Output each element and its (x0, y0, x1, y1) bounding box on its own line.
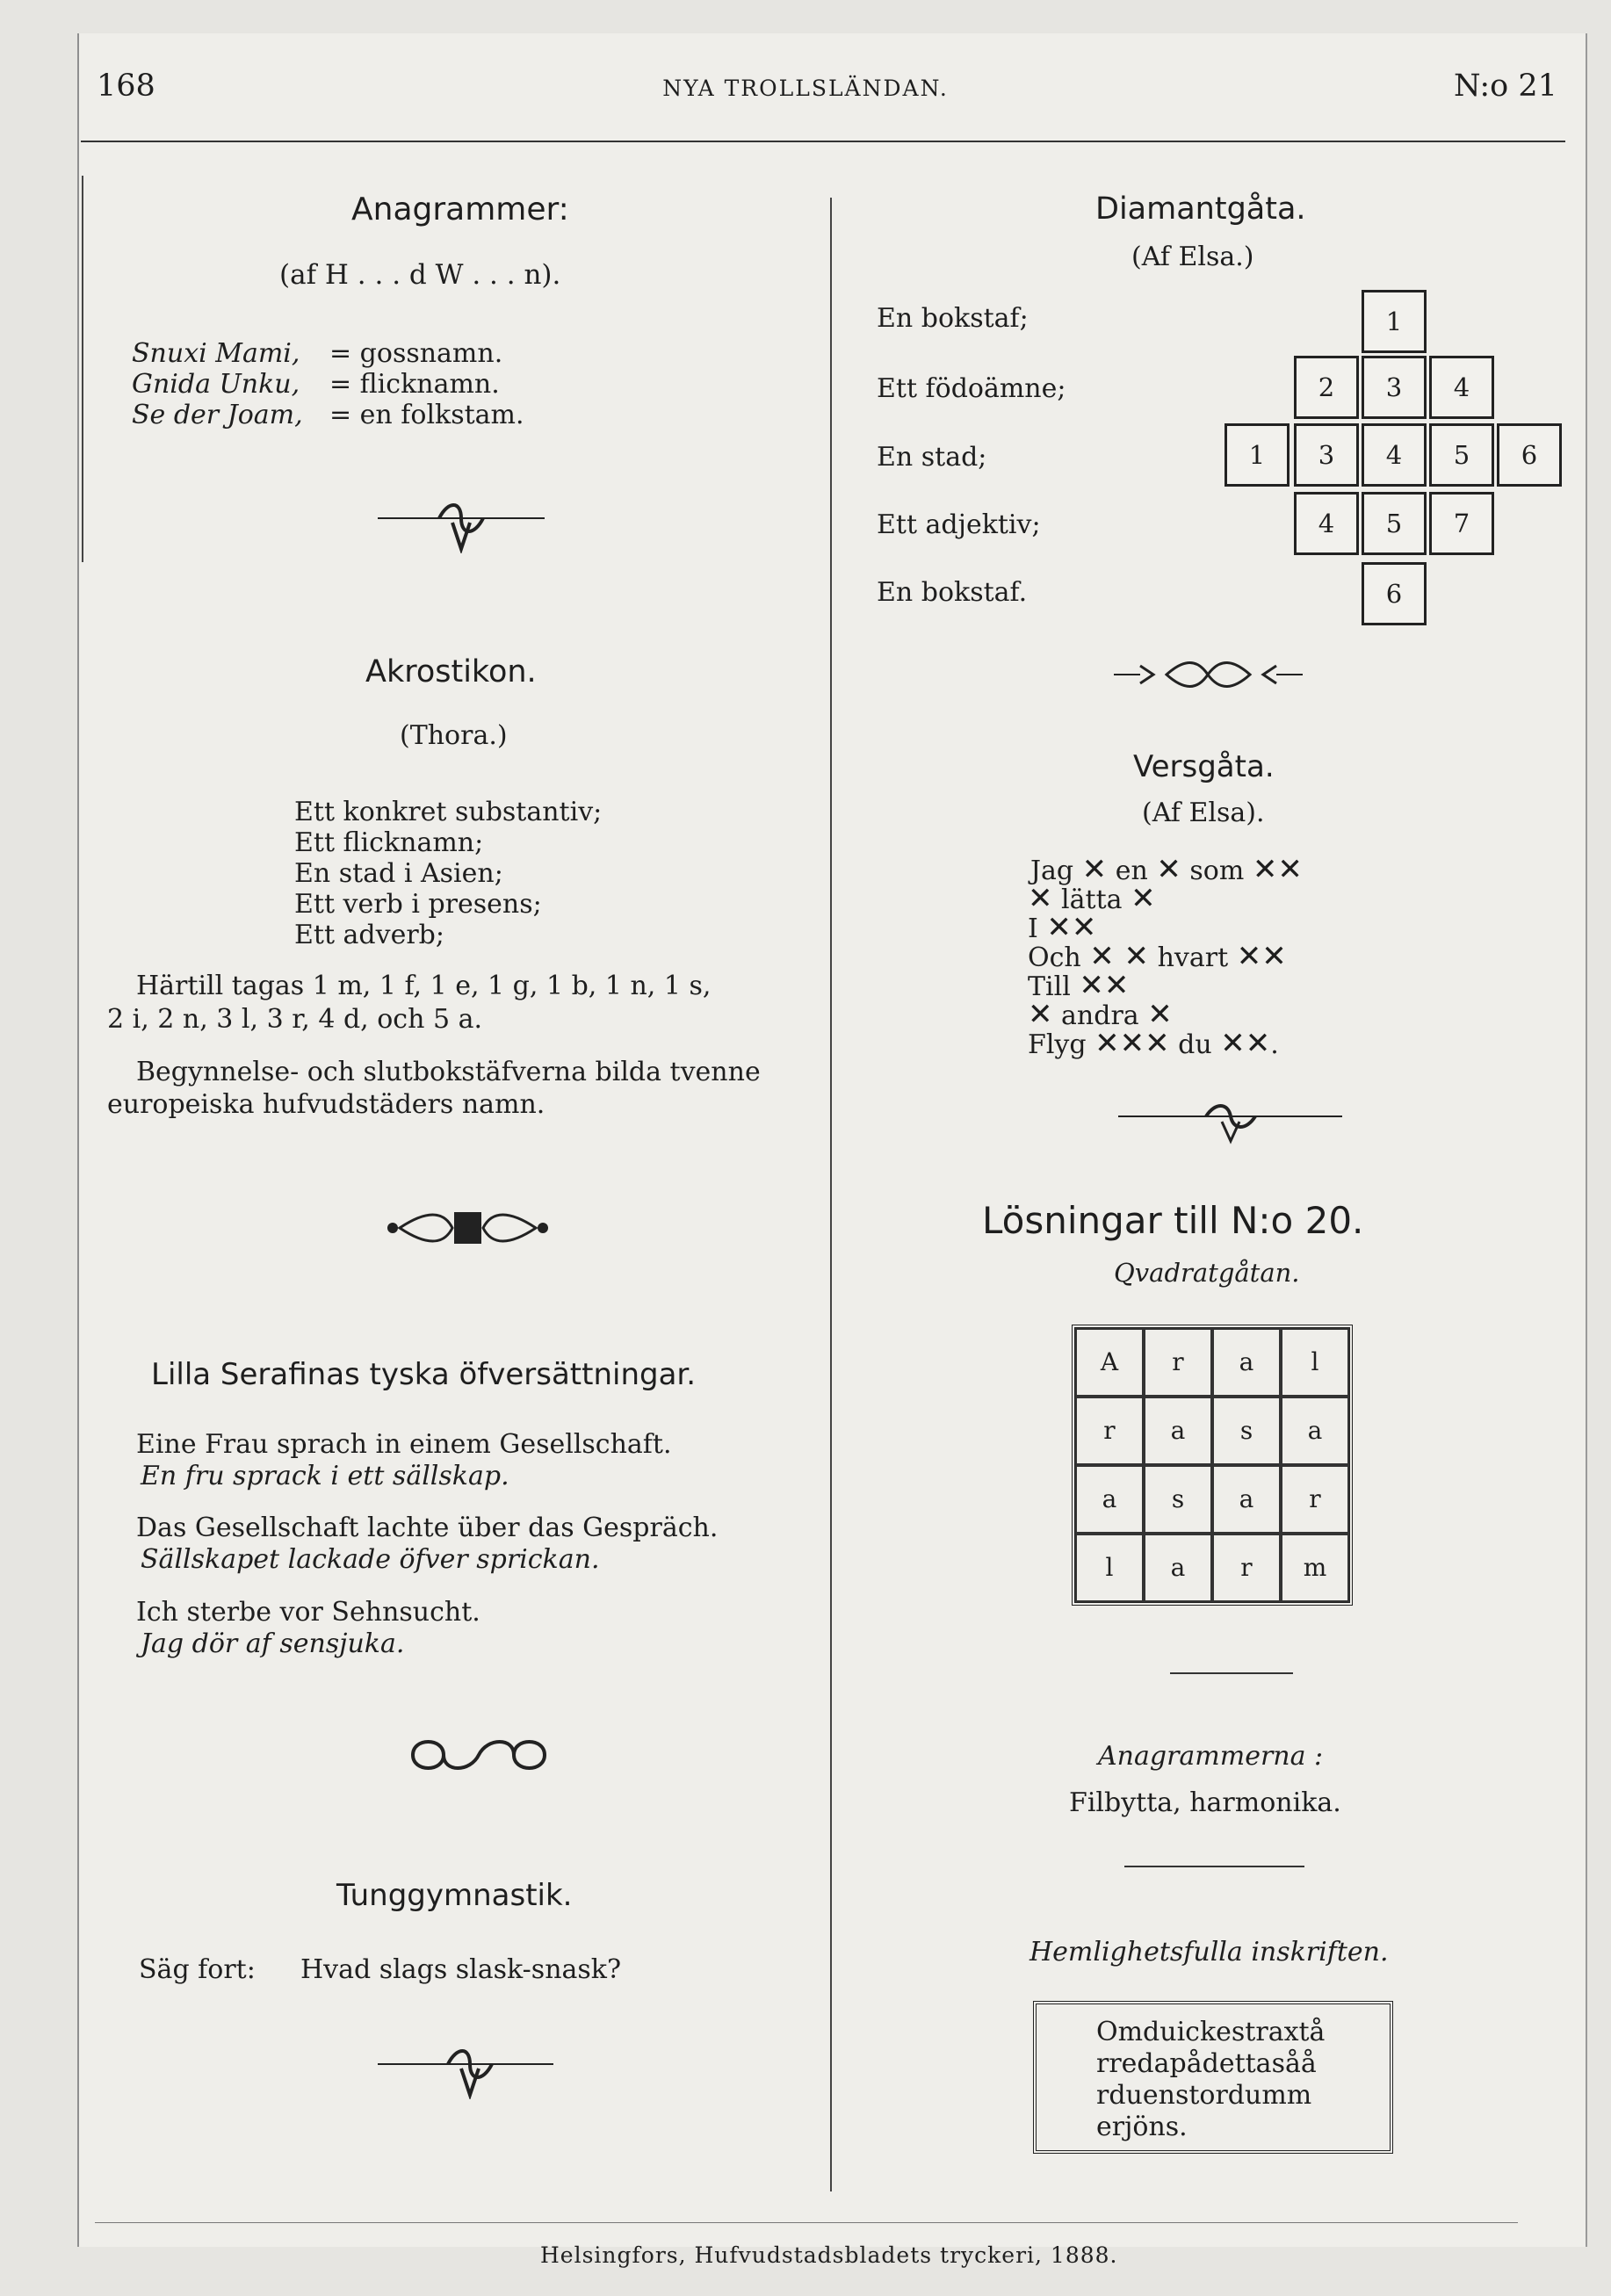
cross-symbol: ✕✕ (1236, 939, 1287, 974)
verse-word: I (1028, 913, 1038, 944)
diamant-clue: En stad; (877, 442, 987, 473)
grid-cell: a (1281, 1397, 1349, 1465)
diamantgata-author: (Af Elsa.) (1131, 242, 1254, 272)
diamond-cell: 1 (1225, 423, 1290, 487)
swedish-translation: Jag dör af sensjuka. (141, 1628, 405, 1659)
cross-symbol: ✕ (1131, 881, 1156, 916)
anagram-word: Gnida Unku, (132, 369, 300, 400)
short-rule (1124, 1866, 1304, 1867)
diamond-cell: 4 (1429, 356, 1494, 419)
tunggymnastik-title: Tunggymnastik. (336, 1878, 573, 1913)
akrostikon-letters: 2 i, 2 n, 3 l, 3 r, 4 d, och 5 a. (107, 1004, 483, 1035)
inscription-line: Omduickestraxtå (1096, 2017, 1326, 2047)
anagram-word: Se der Joam, (132, 400, 303, 430)
grid-cell: a (1212, 1328, 1281, 1397)
diamond-cell: 6 (1362, 562, 1427, 625)
akrostikon-note: europeiska hufvudstäders namn. (107, 1089, 545, 1120)
diamond-cell: 3 (1294, 423, 1359, 487)
cross-symbol: ✕✕ (1252, 852, 1303, 887)
diamant-clue: En bokstaf. (877, 577, 1028, 608)
diamond-cell: 7 (1429, 492, 1494, 555)
grid-cell: r (1281, 1465, 1349, 1534)
grid-cell: a (1144, 1397, 1212, 1465)
versgata-title: Versgåta. (1133, 749, 1275, 784)
verse-word: som (1189, 856, 1245, 886)
ornament-divider (378, 501, 545, 553)
qvadratgatan-subtitle: Qvadratgåtan. (1114, 1258, 1300, 1288)
diamant-clue: Ett födoämne; (877, 373, 1066, 404)
inscription-line: erjöns. (1096, 2112, 1188, 2142)
anagrammer-title: Anagrammer: (351, 191, 569, 227)
german-sentence: Ich sterbe vor Sehnsucht. (136, 1597, 480, 1628)
short-rule (1170, 1672, 1293, 1674)
grid-cell: l (1075, 1534, 1144, 1602)
inscription-line: rduenstordumm (1096, 2080, 1312, 2111)
cross-symbol: ✕ (1081, 852, 1108, 887)
cross-symbol: ✕ (1028, 997, 1053, 1032)
grid-cell: m (1281, 1534, 1349, 1602)
verse-word: . (1270, 1029, 1279, 1060)
verse-word: Och (1028, 942, 1081, 973)
grid-cell: A (1075, 1328, 1144, 1397)
grid-cell: a (1212, 1465, 1281, 1534)
diamond-cell: 1 (1362, 290, 1427, 353)
diamond-cell: 2 (1294, 356, 1359, 419)
cross-symbol: ✕ (1028, 881, 1053, 916)
akrostikon-line: Ett flicknamn; (294, 827, 484, 858)
serafina-title: Lilla Serafinas tyska öfversättningar. (151, 1357, 697, 1392)
grid-cell: r (1075, 1397, 1144, 1465)
swedish-translation: Sällskapet lackade öfver sprickan. (141, 1544, 600, 1575)
cross-symbol: ✕✕ (1079, 968, 1130, 1003)
grid-cell: r (1212, 1534, 1281, 1602)
cross-symbol: ✕ (1147, 997, 1173, 1032)
verse-word: Flyg (1028, 1029, 1087, 1060)
german-sentence: Das Gesellschaft lachte über das Gespräch. (136, 1513, 719, 1543)
anagrammerna-answer: Filbytta, harmonika. (1069, 1787, 1341, 1818)
cross-symbol: ✕✕✕ (1094, 1026, 1170, 1061)
grid-cell: l (1281, 1328, 1349, 1397)
grid-cell: a (1075, 1465, 1144, 1534)
akrostikon-title: Akrostikon. (365, 654, 537, 690)
ornament-divider (1118, 1102, 1342, 1144)
verse-word: lätta (1061, 884, 1123, 915)
anagrammer-author: (af H . . . d W . . . n). (279, 259, 561, 291)
issue-number: N:o 21 (1454, 69, 1557, 104)
footer-rule (95, 2222, 1518, 2223)
diamant-clue: Ett adjektiv; (877, 509, 1041, 540)
diamond-cell: 4 (1362, 423, 1427, 487)
swedish-translation: En fru sprack i ett sällskap. (141, 1461, 509, 1491)
anagram-answer: = flicknamn. (329, 369, 500, 400)
tunggymnastik-text: Hvad slags slask-snask? (300, 1954, 622, 1985)
akrostikon-line: En stad i Asien; (294, 858, 503, 889)
verse-word: du (1178, 1029, 1212, 1060)
page-number: 168 (97, 69, 155, 104)
diamond-cell: 4 (1294, 492, 1359, 555)
diamant-clue: En bokstaf; (877, 303, 1029, 334)
diamond-cell: 5 (1362, 492, 1427, 555)
tunggymnastik-label: Säg fort: (139, 1954, 256, 1985)
left-margin-rule (82, 176, 83, 562)
inscription-title: Hemlighetsfulla inskriften. (1029, 1937, 1389, 1967)
column-divider (830, 198, 832, 2191)
diamantgata-title: Diamantgåta. (1095, 191, 1306, 227)
ornament-divider (1114, 657, 1303, 692)
anagrammerna-title: Anagrammerna : (1098, 1741, 1324, 1772)
inscription-box (1033, 2001, 1393, 2154)
anagram-answer: = gossnamn. (329, 338, 503, 369)
anagram-answer: = en folkstam. (329, 400, 524, 430)
ornament-divider (378, 2047, 553, 2099)
german-sentence: Eine Frau sprach in einem Gesellschaft. (136, 1429, 672, 1460)
grid-cell: a (1144, 1534, 1212, 1602)
akrostikon-author: (Thora.) (400, 720, 508, 751)
grid-cell: s (1144, 1465, 1212, 1534)
verse-word: Jag (1030, 856, 1074, 886)
cross-symbol: ✕ (1156, 852, 1181, 887)
ornament-divider (382, 1202, 553, 1254)
grid-cell: r (1144, 1328, 1212, 1397)
akrostikon-line: Ett adverb; (294, 920, 444, 950)
journal-title: NYA TROLLSLÄNDAN. (662, 76, 949, 101)
anagram-word: Snuxi Mami, (132, 338, 300, 369)
losningar-title: Lösningar till N:o 20. (982, 1199, 1364, 1242)
footer-imprint: Helsingfors, Hufvudstadsbladets tryckeri, 1888. (540, 2242, 1118, 2268)
verse-word: hvart (1157, 942, 1229, 973)
cross-symbol: ✕✕ (1046, 910, 1097, 945)
cross-symbol: ✕✕ (1220, 1026, 1271, 1061)
cross-symbol: ✕ ✕ (1089, 939, 1150, 974)
grid-cell: s (1212, 1397, 1281, 1465)
akrostikon-note: Begynnelse- och slutbokstäfverna bilda tvenne (136, 1057, 761, 1087)
diamond-cell: 5 (1429, 423, 1494, 487)
akrostikon-line: Ett verb i presens; (294, 889, 542, 920)
versgata-author: (Af Elsa). (1142, 798, 1265, 828)
verse-word: andra (1061, 1000, 1139, 1031)
verse-word: Till (1028, 971, 1071, 1002)
ornament-divider (404, 1730, 553, 1779)
akrostikon-letters: Härtill tagas 1 m, 1 f, 1 e, 1 g, 1 b, 1 n, 1 s, (136, 971, 712, 1001)
diamond-cell: 3 (1362, 356, 1427, 419)
qvadrat-solution-grid (1072, 1325, 1353, 1606)
inscription-line: rredapådettasåå (1096, 2048, 1317, 2079)
akrostikon-line: Ett konkret substantiv; (294, 797, 603, 827)
diamond-cell: 6 (1497, 423, 1562, 487)
header-rule (81, 141, 1565, 142)
verse-word: en (1115, 856, 1148, 886)
